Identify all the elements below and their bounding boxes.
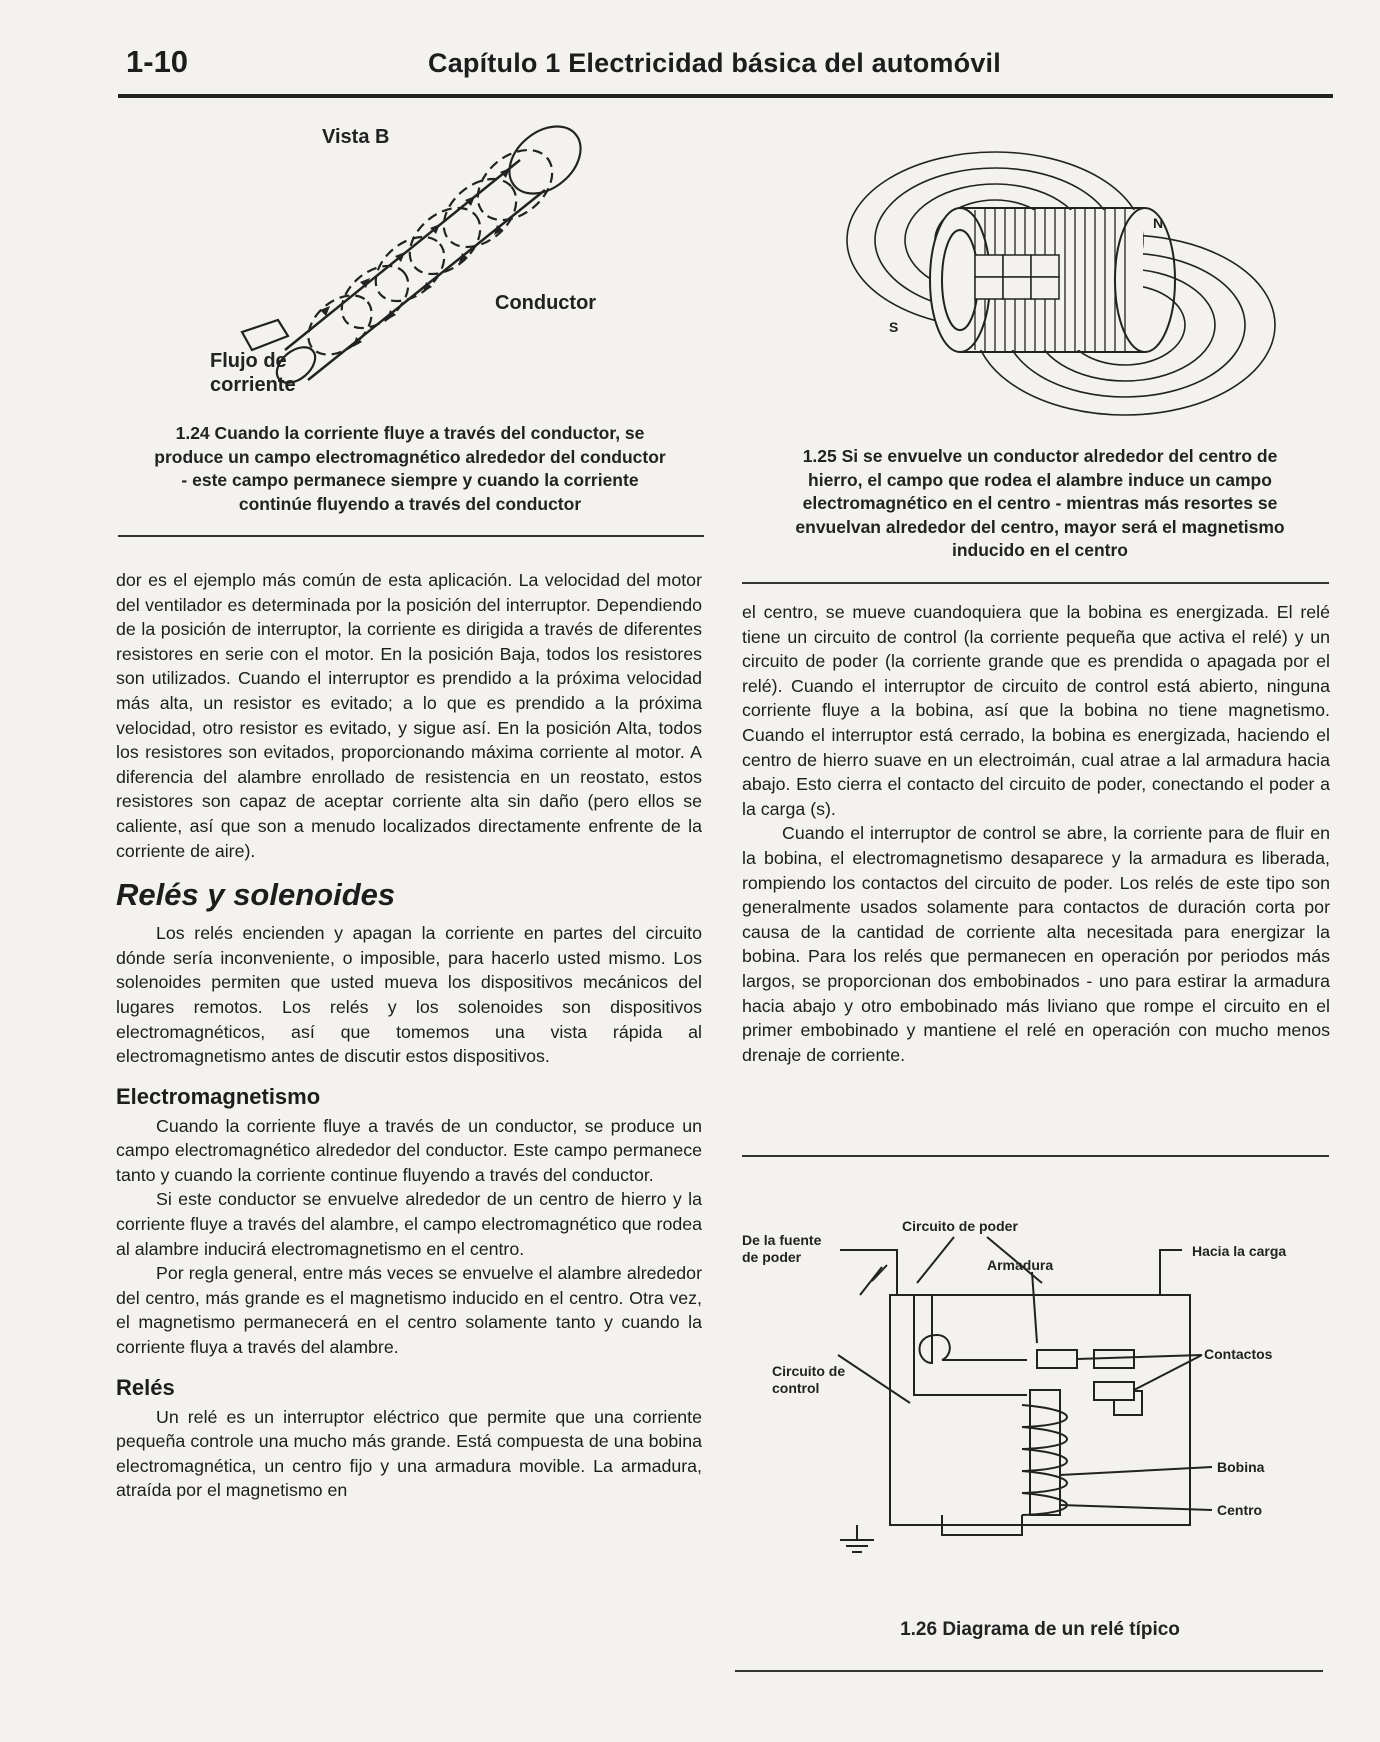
right-column [742, 600, 1330, 1067]
label-bobina: Bobina [1217, 1459, 1265, 1475]
caption-line: continúe fluyendo a través del conductor [238, 493, 582, 514]
reles-paragraph-1: Un relé es un interruptor eléctrico que permite que una corriente pequeña controle una mucho más grande. Está compuesta de una bobina electromagnética, un centro fijo y una armadura movible. La armadura, atraída por el magnetismo en [116, 1406, 702, 1501]
page-number: 1-10 [126, 44, 189, 79]
electromagnetismo-paragraph-2: Si este conductor se envuelve alrededor de un centro de hierro y la corriente fluye a través del alambre, el campo electromagnético que rodea al alambre inducirá electromagnetismo en el centro. [116, 1189, 702, 1259]
caption-line: electromagnético en el centro - mientras más resortes se [802, 493, 1278, 513]
label-circuito-de-poder: Circuito de poder [902, 1218, 1018, 1234]
label-centro: Centro [1217, 1502, 1263, 1518]
caption-line: 1.24 Cuando la corriente fluye a través del conductor, se [175, 423, 645, 443]
chapter-title: Capítulo 1 Electricidad básica del automóvil [428, 48, 1001, 78]
caption-line: inducido en el centro [952, 540, 1128, 560]
electromagnetismo-paragraph-3: Por regla general, entre más veces se envuelve el alambre alrededor del centro, más grande es el magnetismo inducido en el centro. Otra vez, el magnetismo permanecerá en el centro solamente tanto y cuando la corriente fluya a través del alambre. [116, 1263, 702, 1358]
caption-line: hierro, el campo que rodea el alambre induce un campo [808, 469, 1272, 490]
figure-1-26 [742, 1215, 1332, 1575]
caption-line: 1.25 Si se envuelve un conductor alrededor del centro de [802, 446, 1278, 466]
label-de-la-fuente-1: De la fuente [742, 1232, 822, 1248]
electromagnetismo-paragraph-1: Cuando la corriente fluye a través de un conductor, se produce un campo electromagnético alrededor del conductor. Este campo permanece tanto y cuando la corriente continue fluyendo a través del conductor. [116, 1115, 702, 1185]
right-paragraph-1: el centro, se mueve cuandoquiera que la bobina es energizada. El relé tiene un circuito de control (la corriente pequeña que activa el relé) y un circuito de poder (la corriente grande que es prendida o apagada por el relé). Cuando el interruptor de circuito de control está abierto, ninguna corriente fluye a la bobina, así que la bobina no tiene magnetismo. Cuando el interruptor está cerrado, la bobina es energizada, haciendo el centro de hierro suave en un electroimán, cual atrae a lal armadura hacia abajo. Esto cierra el contacto del circuito de poder, conectando el poder a la carga (s). [742, 602, 1330, 819]
label-vista-b: Vista B [322, 126, 390, 148]
label-circuito-de-control-1: Circuito de [772, 1363, 846, 1379]
label-armadura: Armadura [987, 1257, 1054, 1273]
figure-1-25 [825, 140, 1325, 440]
relay-diagram [742, 1215, 1332, 1575]
caption-line: envuelvan alrededor del centro, mayor será el magnetismo [795, 516, 1285, 537]
left-column [116, 568, 702, 1503]
right-paragraph-2: Cuando el interruptor de control se abre, la corriente para de fluir en la bobina, el electromagnetismo desaparece y la armadura es liberada, rompiendo los contactos del circuito de poder. Los relés de este tipo son generalmente usados solamente para contactos de duración corta por causa de la cantidad de corriente alta necesitada para energizar la bobina. Para los relés que permanecen en operación por periodos más largos, se proporcionan dos embobinados - uno para estirar la armadura hacia abajo y otro embobinado más liviano que rompe el circuito en el primer embobinado y mantiene el relé en operación con mucho menos drenaje de corriente. [742, 823, 1330, 1065]
figure-1-25-rule [742, 582, 1329, 584]
figure-1-24 [190, 110, 710, 410]
label-contactos: Contactos [1204, 1346, 1273, 1362]
figure-1-24-rule [118, 535, 704, 537]
label-n: N [1153, 215, 1164, 231]
figure-1-24-caption [115, 422, 705, 516]
label-conductor: Conductor [495, 292, 597, 314]
label-hacia-la-carga: Hacia la carga [1192, 1243, 1287, 1259]
caption-line: produce un campo electromagnético alrededor del conductor [154, 446, 666, 467]
figure-1-25-caption [745, 445, 1335, 563]
header-rule [118, 94, 1333, 98]
section-paragraph: Los relés encienden y apagan la corriente en partes del circuito dónde sería inconveniente, o imposible, para hacerlo usted mismo. Los solenoides permiten que usted mueva los dispositivos mecánicos del lugares remotos. Los relés y los solenoides son dispositivos electromagnéticos, así que tomemos una vista rápida al electromagnetismo antes de discutir estos dispositivos. [116, 923, 702, 1067]
subsection-title-reles: Relés [116, 1374, 175, 1400]
intro-paragraph: dor es el ejemplo más común de esta aplicación. La velocidad del motor del ventilador es determinada por la posición del interruptor. Dependiendo de la posición de interruptor, la corriente es dirigida a través de diferentes resistores en serie con el motor. En la posición Baja, todos los resistores son utilizados. Cuando el interruptor es prendido a la próxima velocidad más alta, un resistor es evitado; a lo que es prendido a la próxima velocidad, otro resistor es evitado, y sigue así. En la posición Alta, todos los resistores son evitados, proporcionando máxima corriente al motor. A diferencia del alambre enrollado de resistencia en un reostato, estos resistores son capaz de aceptar corriente alta sin daño (pero ellos se caliente, así que son a menudo localizados directamente enfrente de la corriente de aire). [116, 570, 702, 861]
figure-1-26-rule [735, 1670, 1323, 1672]
figure-1-26-caption: 1.26 Diagrama de un relé típico [900, 1619, 1180, 1640]
label-s: S [889, 319, 899, 335]
label-flujo-line2: corriente [210, 374, 296, 396]
label-circuito-de-control-2: control [772, 1380, 820, 1396]
section-title-reles-solenoides: Relés y solenoides [116, 877, 396, 913]
page-header [118, 40, 1333, 90]
right-text-rule [742, 1155, 1329, 1157]
label-flujo-line1: Flujo de [210, 350, 287, 372]
label-de-la-fuente-2: de poder [742, 1249, 802, 1265]
caption-line: - este campo permanece siempre y cuando la corriente [181, 470, 639, 490]
subsection-title-electromagnetismo: Electromagnetismo [116, 1083, 321, 1109]
coil-field-illustration [825, 140, 1325, 440]
